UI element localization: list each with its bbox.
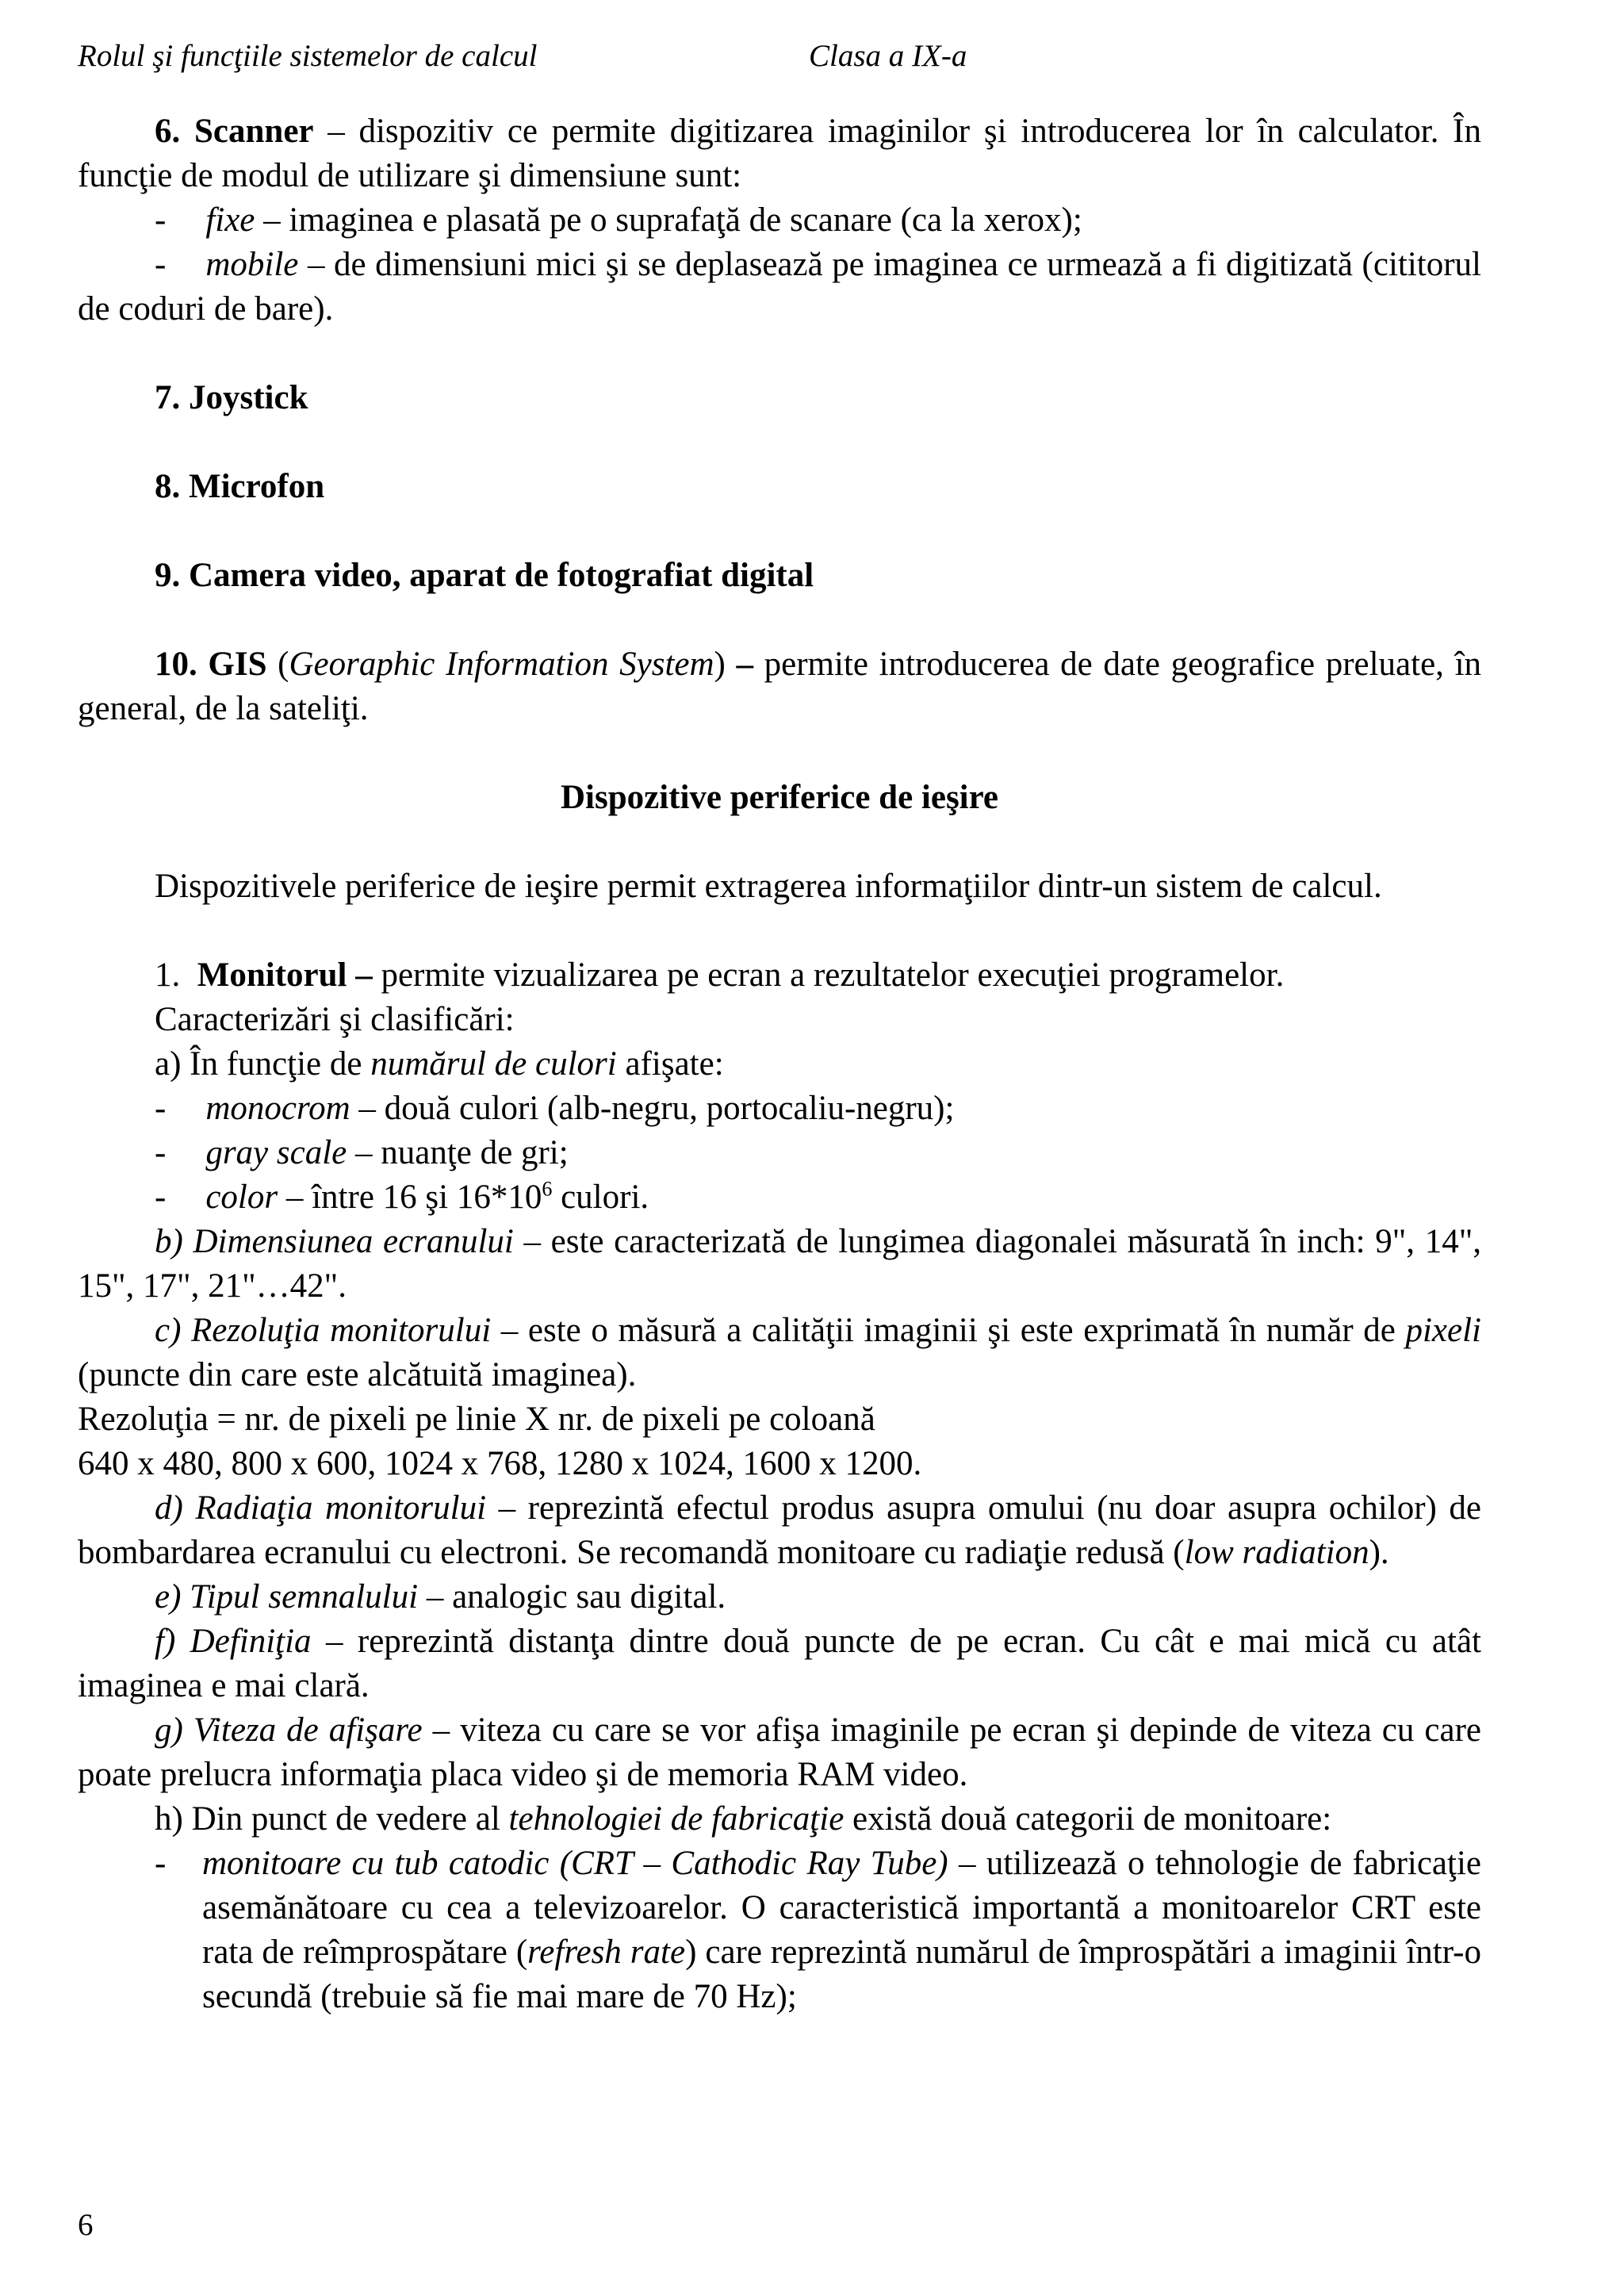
joystick-label: 7. Joystick	[155, 379, 308, 416]
camera-heading	[78, 554, 1481, 598]
microfon-label: 8. Microfon	[155, 468, 325, 505]
item-g	[78, 1708, 1481, 1797]
gis-number: 10.	[155, 646, 197, 683]
list-dash: -	[155, 201, 167, 239]
joystick-heading	[78, 376, 1481, 420]
running-header	[78, 38, 1561, 82]
item-d	[78, 1486, 1481, 1575]
scanner-fixe-item	[78, 198, 1481, 243]
list-dash: -	[155, 246, 167, 283]
color-item	[78, 1175, 1481, 1220]
item-e-text: – analogic sau digital.	[418, 1578, 726, 1616]
scanner-paragraph	[78, 109, 1481, 198]
item-e	[78, 1575, 1481, 1619]
grayscale-term: gray scale	[205, 1134, 347, 1171]
item-g-text: – viteza cu care se vor afişa imaginile pe ecran şi depinde de viteza cu care poate prelucra informaţia placa video şi de memoria RAM video.	[78, 1711, 1481, 1793]
mobile-text: – de dimensiuni mici şi se deplasează pe imaginea ce urmează a fi digitizată (cititorul de coduri de bare).	[78, 246, 1481, 328]
list-dash: -	[155, 1845, 167, 1882]
rezolutie-values: 640 x 480, 800 x 600, 1024 x 768, 1280 x 1024, 1600 x 1200.	[78, 1445, 922, 1482]
crt-term: monitoare cu tub catodic (CRT – Cathodic Ray Tube)	[202, 1845, 948, 1882]
item-d-term: d) Radiaţia monitorului	[155, 1489, 487, 1527]
monitor-number: 1.	[155, 956, 181, 994]
section-title-text: Dispozitive periferice de ieşire	[560, 779, 999, 816]
page-content	[78, 109, 1481, 2019]
grayscale-text: – nuanţe de gri;	[347, 1134, 569, 1171]
item-b-text: – este caracterizată de lungimea diagonalei măsurată în inch: 9", 14", 15", 17", 21"…42".	[78, 1223, 1481, 1305]
monocrom-text: – două culori (alb-negru, portocaliu-negru);	[350, 1090, 955, 1127]
item-a-term: numărul de culori	[370, 1045, 617, 1083]
header-left: Rolul şi funcţiile sistemelor de calcul	[78, 39, 538, 73]
fixe-term: fixe	[205, 201, 255, 239]
low-radiation-term: low radiation	[1184, 1534, 1369, 1571]
list-dash: -	[155, 1179, 167, 1216]
gis-text: permite introducerea de date geografice preluate, în general, de la sateliţi.	[78, 646, 1482, 727]
monitor-text: permite vizualizarea pe ecran a rezultatelor execuţiei programelor.	[372, 956, 1285, 994]
scanner-text: – dispozitiv ce permite digitizarea imaginilor şi introducerea lor în calculator. În funcţie de modul de utilizare şi dimensiune sunt:	[78, 113, 1482, 194]
section-title	[78, 776, 1481, 820]
rezolutie-formula: Rezoluţia = nr. de pixeli pe linie X nr. de pixeli pe coloană	[78, 1401, 875, 1438]
item-e-term: e) Tipul semnalului	[155, 1578, 419, 1616]
monocrom-item	[78, 1087, 1481, 1131]
intro-paragraph: Dispozitivele periferice de ieşire permit extragerea informaţiilor dintr-un sistem de calcul.	[155, 868, 1382, 905]
item-f-text: – reprezintă distanţa dintre două puncte de pe ecran. Cu cât e mai mică cu atât imaginea e mai clară.	[78, 1623, 1481, 1704]
gis-paren-open: (	[266, 646, 289, 683]
camera-label: 9. Camera video, aparat de fotografiat digital	[155, 557, 814, 594]
caracterizari-line: Caracterizări şi clasificări:	[155, 1001, 515, 1038]
monitor-paragraph	[78, 953, 1481, 998]
item-a-suffix: afişate:	[616, 1045, 724, 1083]
gis-paragraph	[78, 642, 1481, 731]
microfon-heading	[78, 465, 1481, 509]
item-a	[78, 1042, 1481, 1087]
mobile-term: mobile	[205, 246, 299, 283]
gis-title: GIS	[208, 646, 267, 683]
gis-paren-close: )	[714, 646, 726, 683]
item-f	[78, 1619, 1481, 1708]
list-dash: -	[155, 1090, 167, 1127]
item-g-term: g) Viteza de afişare	[155, 1711, 423, 1749]
monitor-title: Monitorul –	[197, 956, 373, 994]
item-a-prefix: a) În funcţie de	[155, 1045, 371, 1083]
item-c	[78, 1309, 1481, 1397]
monocrom-term: monocrom	[205, 1090, 350, 1127]
item-d-text: – reprezintă efectul produs asupra omului (nu doar asupra ochilor) de bombardarea ecranului cu electroni. Se recomandă monitoare cu radiaţie redusă (	[78, 1489, 1481, 1571]
item-h-prefix: h) Din punct de vedere al	[155, 1800, 509, 1838]
item-h-term: tehnologiei de fabricaţie	[508, 1800, 845, 1838]
item-d-text-end: ).	[1369, 1534, 1389, 1571]
gis-dash: –	[725, 646, 754, 683]
page-number: 6	[78, 2208, 94, 2242]
crt-item	[78, 1842, 1481, 2019]
color-text: – între 16 şi 16*10	[278, 1179, 542, 1216]
pixeli-term: pixeli	[1405, 1312, 1481, 1349]
item-h	[78, 1797, 1481, 1842]
item-b-term: b) Dimensiunea ecranului	[155, 1223, 514, 1260]
item-h-text: există două categorii de monitoare:	[844, 1800, 1332, 1838]
scanner-mobile-item	[78, 243, 1481, 332]
item-c-text: – este o măsură a calităţii imaginii şi este exprimată în număr de	[491, 1312, 1406, 1349]
refresh-rate-term: refresh rate	[527, 1934, 686, 1971]
color-exponent: 6	[542, 1177, 553, 1201]
scanner-title: Scanner	[194, 113, 314, 150]
list-dash: -	[155, 1134, 167, 1171]
gis-expansion: Georaphic Information System	[289, 646, 714, 683]
fixe-text: – imaginea e plasată pe o suprafaţă de scanare (ca la xerox);	[255, 201, 1082, 239]
item-b	[78, 1220, 1481, 1309]
color-term: color	[205, 1179, 278, 1216]
item-f-term: f) Definiţia	[155, 1623, 312, 1660]
crt-text-end: ) care reprezintă numărul de împrospătări a imaginii într-o secundă (trebuie să fie mai mare de 70 Hz);	[202, 1934, 1481, 2015]
header-right: Clasa a IX-a	[809, 39, 967, 73]
scanner-number: 6.	[155, 113, 181, 150]
crt-text: – utilizează o tehnologie de fabricaţie asemănătoare cu cea a televizoarelor. O caracteristică importantă a monitoarelor CRT este rata de reîmprospătare (	[202, 1845, 1481, 1971]
item-c-text-end: (puncte din care este alcătuită imaginea).	[78, 1356, 637, 1393]
item-c-term: c) Rezoluţia monitorului	[155, 1312, 492, 1349]
grayscale-item	[78, 1131, 1481, 1175]
color-tail: culori.	[552, 1179, 649, 1216]
